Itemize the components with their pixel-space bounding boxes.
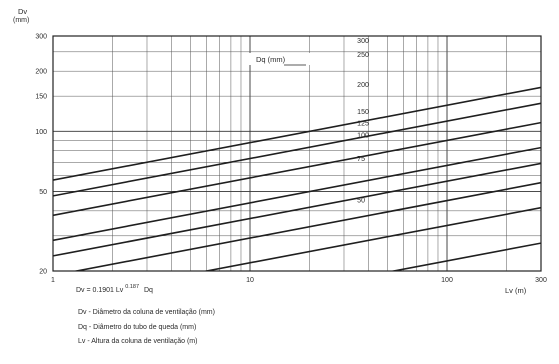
y-tick-label: 50 [39, 188, 47, 196]
curve-label-125: 125 [357, 120, 369, 128]
series-line-250 [53, 103, 541, 196]
y-tick-label: 200 [35, 68, 47, 76]
y-tick-label: 20 [39, 268, 47, 276]
legend-item: Dv - Diâmetro da coluna de ventilação (mm) [78, 309, 215, 316]
series-line-100 [53, 183, 541, 276]
x-axis-label: Lv (m) [505, 286, 527, 295]
y-axis-label: Dv [18, 7, 28, 16]
x-tick-label: 1 [51, 277, 55, 284]
y-tick-label: 100 [35, 128, 47, 136]
curve-label-100: 100 [357, 132, 369, 140]
legend-item: Lv - Altura da coluna de ventilação (m) [78, 338, 198, 345]
series-line-300 [53, 87, 541, 180]
x-tick-label: 300 [535, 277, 547, 284]
curve-label-50: 50 [357, 197, 365, 205]
x-tick-label: 100 [441, 277, 453, 284]
x-tick-label: 10 [246, 277, 254, 284]
curve-label-200: 200 [357, 81, 369, 89]
formula [76, 283, 153, 294]
grid [53, 36, 541, 271]
y-axis-unit: (mm) [13, 17, 30, 24]
formula-main: Dv = 0.1901 Lv [76, 287, 124, 294]
formula-exponent: 0.187 [125, 284, 139, 290]
legend-title: Dq (mm) [256, 55, 286, 64]
curve-label-75: 75 [357, 156, 365, 164]
series-lines [53, 87, 541, 335]
curve-label-250: 250 [357, 52, 369, 60]
formula-tail: Dq [143, 287, 153, 294]
curve-labels [357, 38, 369, 205]
series-line-125 [53, 163, 541, 256]
series-line-200 [53, 123, 541, 216]
y-tick-label: 300 [35, 33, 47, 41]
legend-item: Dq - Diâmetro do tubo de queda (mm) [78, 323, 197, 331]
curve-label-300: 300 [357, 37, 369, 45]
y-tick-label: 150 [35, 93, 47, 101]
series-line-150 [53, 148, 541, 241]
legend [78, 306, 215, 350]
curve-label-150: 150 [357, 109, 369, 117]
